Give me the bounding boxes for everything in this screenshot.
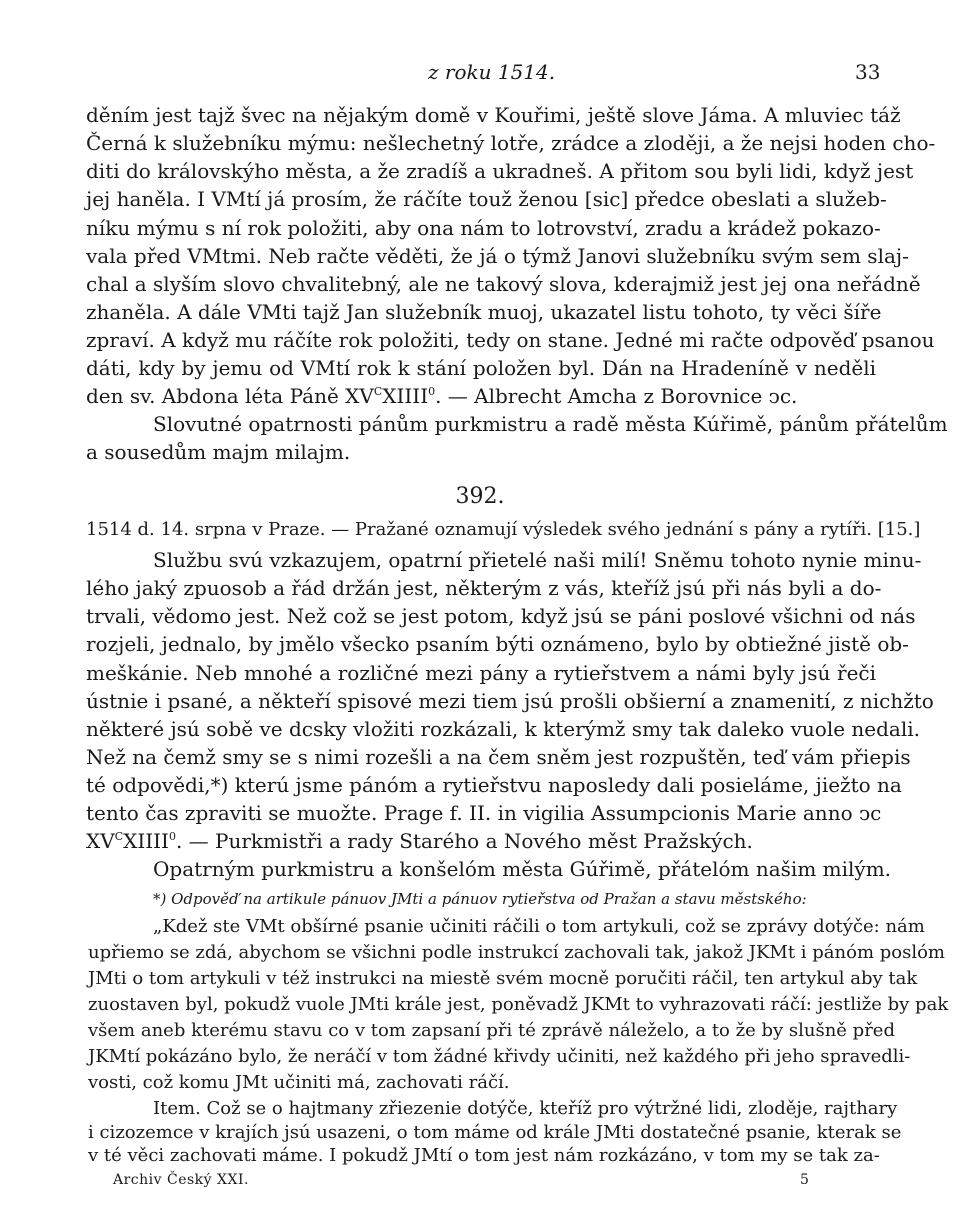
running-title: z roku 1514. xyxy=(428,60,556,84)
text-line: některé jsú sobě ve dcsky vložiti rozkázali, k kterýmž smy tak daleko vuole nedali. xyxy=(86,717,921,741)
document-number: 392. xyxy=(455,484,505,509)
address-line: Opatrným purkmistru a konšelóm města Gúřimě, přátelóm našim milým. xyxy=(153,857,892,881)
text-line: ústnie i psané, a někteří spisové mezi tiem jsú prošli obšierní a znamenití, z nichžto xyxy=(86,689,934,713)
text-line: Službu svú vzkazujem, opatrní přietelé naši milí! Sněmu tohoto nynie minu- xyxy=(153,548,922,572)
superscript: 0 xyxy=(168,830,176,843)
text-line: zpraví. A když mu ráčíte rok položiti, tedy on stane. Jedné mi račte odpověď psanou xyxy=(86,328,935,352)
closing-text: XV xyxy=(86,829,115,853)
text-line: tento čas zpraviti se muožte. Prage f. II. in vigilia Assumpcionis Marie anno ͻc xyxy=(86,801,882,825)
closing-text: den sv. Abdona léta Páně XV xyxy=(86,384,374,408)
superscript: 0 xyxy=(428,385,436,398)
footnote-line: „Kdež ste VMt obšírné psanie učiniti ráčili o tom artykuli, což se zprávy dotýče: nám xyxy=(153,916,925,937)
text-line: níku mýmu s ní rok položiti, aby ona nám to lotrovství, zradu a krádež pokazo- xyxy=(86,216,881,240)
closing-line xyxy=(86,828,876,854)
text-line: meškánie. Neb mnohé a rozličné mezi pány a rytieřstvem a námi byly jsú řeči xyxy=(86,661,876,685)
closing-text: XIIII xyxy=(123,829,169,853)
footnote-heading xyxy=(153,887,943,911)
footnote-line: zuostaven byl, pokudž vuole JMti krále jest, poněvadž JKMt to vyhrazovati ráčí: jestliže by pak xyxy=(88,994,949,1015)
footer-sheet-mark: 5 xyxy=(800,1172,809,1188)
closing-text: . — Albrecht Amcha z Borovnice ͻc. xyxy=(435,384,798,408)
footnote-line: v té věci zachovati máme. I pokudž JMtí o tom jest nám rozkázáno, v tom my se tak za- xyxy=(88,1145,880,1166)
footer-signature: Archiv Český XXI. xyxy=(113,1172,249,1188)
footnote-line: vosti, což komu JMt učiniti má, zachovati ráčí. xyxy=(88,1072,510,1093)
text-line: Než na čemž smy se s nimi rozešli a na čem sněm jest rozpuštěn, teď vám přiepis xyxy=(86,745,911,769)
text-line: diti do královskýho města, a že zradíš a ukradneš. A přitom sou byli lidi, když jest xyxy=(86,159,914,183)
text-line: Černá k služebníku mýmu: nešlechetný lotře, zrádce a zloději, a že nejsi hoden cho- xyxy=(86,131,936,155)
text-line: děním jest tajž švec na nějakým domě v Kouřimi, ještě slove Jáma. A mluviec táž xyxy=(86,103,901,127)
closing-text: . — Purkmistři a rady Starého a Nového měst Pražských. xyxy=(175,829,753,853)
superscript: C xyxy=(114,830,124,843)
text-line: trvali, vědomo jest. Než což se jest potom, když jsú se páni poslové všichni od nás xyxy=(86,604,916,628)
footnote-line: JMti o tom artykuli v též instrukci na miestě svém mocně poručiti ráčil, ten artykul aby tak xyxy=(88,968,918,989)
text-line: lého jaký zpuosob a řád držán jest, některým z vás, kteříž jsú při nás byli a do- xyxy=(86,576,882,600)
text-line: vala před VMtmi. Neb račte věděti, že já o týmž Janovi služebníku svým sem slaj- xyxy=(86,244,909,268)
text-line: rozjeli, jednalo, by jmělo všecko psaním býti oznámeno, bylo by obtiežné jistě ob- xyxy=(86,632,909,656)
text-line: té odpovědi,*) kterú jsme pánóm a rytieřstvu naposledy dali posieláme, jiežto na xyxy=(86,773,902,797)
closing-line xyxy=(86,383,876,409)
text-line: jej haněla. I VMtí já prosím, že ráčíte touž ženou [sic] předce obeslati a služeb- xyxy=(86,187,887,211)
text-line: chal a slyším slovo chvalitebný, ale ne takový slova, kderajmiž jest jej ona neřádně xyxy=(86,272,921,296)
footnote-line: Item. Což se o hajtmany zřiezenie dotýče, kteříž pro výtržné lidi, zloděje, rajthary xyxy=(153,1098,898,1119)
footnote-line: JKMtí pokázáno bylo, že neráčí v tom žádné křivdy učiniti, než každého při jeho spravedli- xyxy=(88,1046,911,1067)
address-line: a sousedům majm milajm. xyxy=(86,440,351,464)
page-number: 33 xyxy=(855,60,881,84)
text-line: zhaněla. A dále VMti tajž Jan služebník muoj, ukazatel listu tohoto, ty věci šíře xyxy=(86,300,882,324)
footnote-heading-text: *) Odpověď na artikule pánuov JMti a pánuov rytieřstva od Pražan a stavu městského: xyxy=(153,890,807,908)
footnote-line: všem aneb kterému stavu co v tom zapsaní při té zprávě náleželo, a to že by slušně před xyxy=(88,1020,895,1041)
document-heading: 1514 d. 14. srpna v Praze. — Pražané oznamují výsledek svého jednání s pány a rytíři. [15.] xyxy=(86,519,921,540)
address-line: Slovutné opatrnosti pánům purkmistru a radě města Kúřimě, pánům přátelům xyxy=(153,412,948,436)
footnote-line: upřiemo se zdá, abychom se všichni podle instrukcí zachovali tak, jakož JKMt i pánóm poslóm xyxy=(88,942,945,963)
superscript: C xyxy=(373,385,383,398)
text-line: dáti, kdy by jemu od VMtí rok k stání položen byl. Dán na Hradeníně v neděli xyxy=(86,356,876,380)
footnote-line: i cizozemce v krajích jsú usazeni, o tom máme od krále JMti dostatečné psanie, kterak se xyxy=(88,1122,902,1143)
closing-text: XIIII xyxy=(382,384,429,408)
